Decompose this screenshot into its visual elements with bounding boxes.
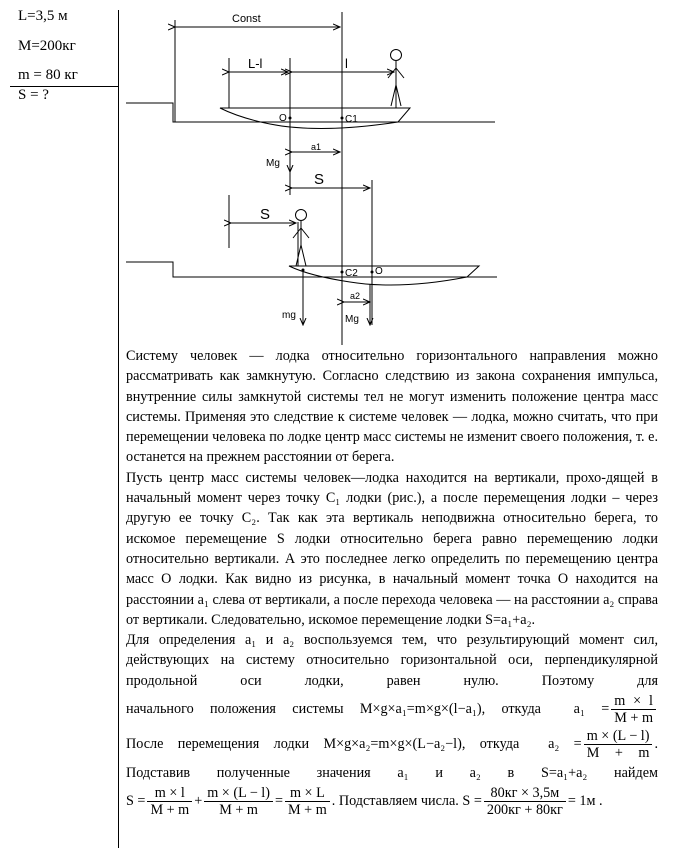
label-a1: a1 <box>311 142 322 152</box>
label-s-middle: S <box>314 171 325 188</box>
man-bottom <box>296 210 307 221</box>
label-mg-bottom: Mg <box>345 314 359 325</box>
label-o-top: O <box>279 113 287 124</box>
solution-text <box>126 346 658 818</box>
paragraph-4: начального положения системы M×g×a₁=m×g×(l−a₁), откуда a₁ = $\frac{m \times l}{M + m}$ <box>126 693 658 726</box>
label-o-bottom: O <box>375 266 383 277</box>
label-c1: C1 <box>345 114 358 125</box>
label-l: l <box>345 56 348 71</box>
given-length: L=3,5 м <box>18 8 68 24</box>
label-mg-top: Mg <box>266 158 280 169</box>
boat-bottom <box>289 266 479 285</box>
paragraph-7: S = $\frac{m \times l}{M + m}$ + $\frac{m \times (L - l)}{M + m}$ = $\frac{m \times L}{M + m}$ . Подставляем числа. S = $\frac{80кг \times 3,5м}{200кг + 80кг}$ = 1м . <box>126 785 603 819</box>
label-mg-small: mg <box>282 310 296 321</box>
paragraph-2: Пусть центр масс системы человек—лодка находится на вертикали, прохо-дящей в начальный момент через точку C₁ лодки (рис.), а после перемещения лодки – через другую ее точку C₂. Так как эта вертикаль неподвижна относительно берега, то искомое перемещение S лодки относительно берега равно перемещению лодки относительно вертикали. А это последнее легко определить по перемещению центра масс О лодки. Как видно из рисунка, в начальный момент точка О находится на расстоянии a₁ слева от вертикали, а после перехода человека — на расстоянии a₂ справа от вертикали. Следовательно, искомое перемещение лодки S=a₁+a₂. <box>126 469 658 628</box>
boat-diagram <box>0 0 678 345</box>
label-s-left: S <box>260 206 271 223</box>
given-man-mass: m = 80 кг <box>18 67 78 83</box>
paragraph-6: Подставив полученные значения a₁ и a₂ в S=a₁+a₂ найдем <box>126 765 658 782</box>
paragraph-5: После перемещения лодки M×g×a₂=m×g×(L−a₂−l), откуда a₂ = $\frac{m \times (L - l)}{M + m}$ . <box>126 728 658 762</box>
given-find: S = ? <box>18 87 49 103</box>
boat-top <box>220 108 410 129</box>
given-boat-mass: M=200кг <box>18 38 76 54</box>
paragraph-3: Для определения a₁ и a₂ воспользуемся тем, что результирующий момент сил, действующих на систему относительно горизонтальной оси, перпендикулярной продольной оси лодки, равен нулю. Поэтому для <box>126 632 658 689</box>
man-top <box>391 50 402 61</box>
label-c2: C2 <box>345 268 358 279</box>
label-const: Const <box>232 13 261 25</box>
paragraph-1: Систему человек — лодка относительно горизонтального направления можно рассматривать как замкнутую. Согласно следствию из закона сохранения импульса, внутренние силы замкнутой системы тел не могут изменить положение центра масс системы. Применяя это следствие к системе человек — лодка, можно считать, что при перемещении человека по лодке центр масс системы не изменит своего положения, т. е. останется на прежнем расстоянии от берега. <box>126 348 658 466</box>
label-l-minus-l: L-l <box>248 56 263 71</box>
label-a2: a2 <box>350 291 361 301</box>
